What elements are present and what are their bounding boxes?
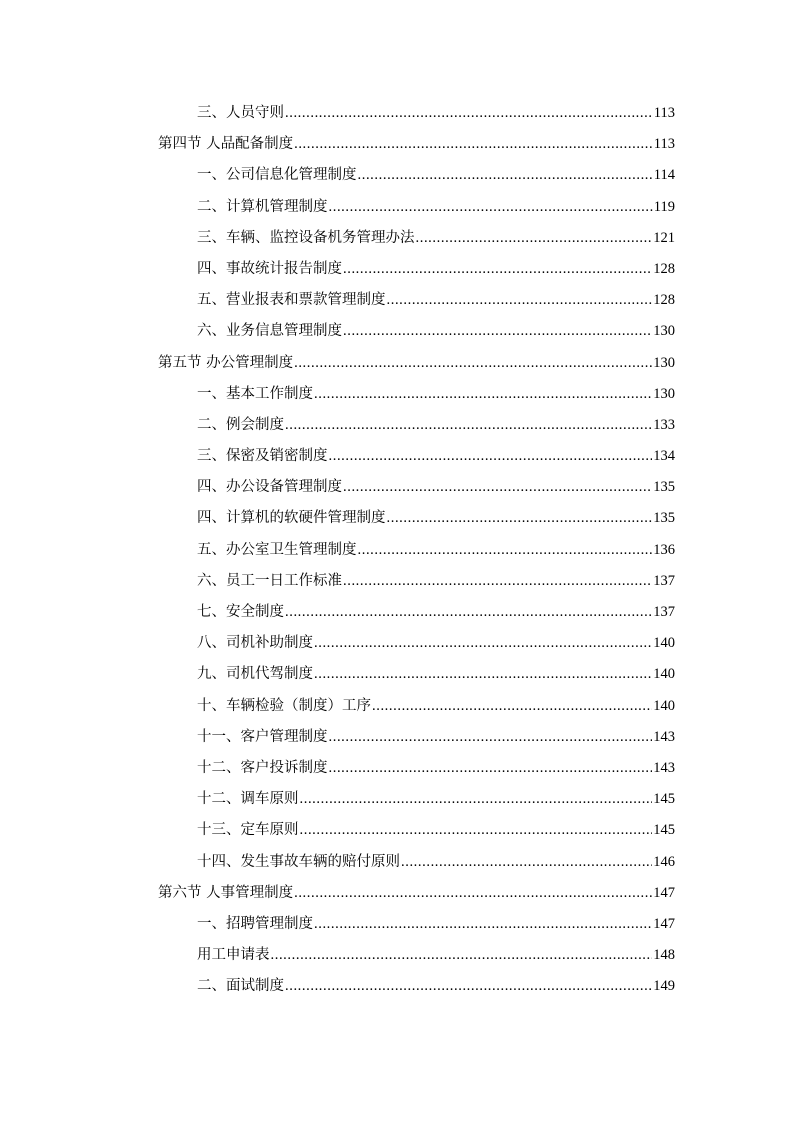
toc-entry[interactable] — [158, 223, 675, 254]
toc-entry-label: 二、例会制度 — [197, 416, 284, 433]
toc-entry[interactable] — [158, 535, 675, 566]
toc-dot-leader — [401, 847, 652, 878]
toc-entry[interactable] — [158, 503, 675, 534]
toc-entry-page-number: 128 — [653, 292, 675, 309]
toc-entry-label: 七、安全制度 — [197, 604, 284, 620]
toc-entry-page-number: 136 — [653, 541, 675, 558]
toc-entry[interactable] — [158, 160, 675, 191]
toc-dot-leader — [285, 98, 653, 129]
toc-entry[interactable] — [158, 379, 675, 410]
toc-dot-leader — [285, 410, 652, 441]
toc-entry-page-number: 133 — [653, 416, 675, 433]
toc-entry-label: 十二、客户投诉制度 — [197, 759, 328, 776]
toc-entry[interactable] — [158, 847, 675, 878]
toc-entry-label: 用工申请表 — [197, 947, 270, 964]
toc-entry[interactable] — [158, 129, 675, 160]
toc-dot-leader — [314, 909, 652, 940]
toc-entry[interactable] — [158, 192, 675, 223]
toc-entry-label: 三、人员守则 — [197, 105, 284, 121]
toc-dot-leader — [285, 971, 652, 1002]
toc-entry-label: 八、司机补助制度 — [197, 635, 313, 652]
toc-entry-page-number: 130 — [653, 385, 675, 402]
toc-dot-leader — [329, 441, 653, 472]
toc-entry-label: 三、保密及销密制度 — [197, 448, 328, 465]
toc-entry-label: 四、办公设备管理制度 — [197, 479, 342, 496]
toc-entry[interactable] — [158, 940, 675, 971]
toc-entry-page-number: 130 — [653, 354, 675, 371]
toc-entry-label: 三、车辆、监控设备机务管理办法 — [197, 229, 415, 246]
toc-dot-leader — [329, 192, 653, 223]
toc-entry-label: 六、员工一日工作标准 — [197, 572, 342, 589]
toc-dot-leader — [343, 254, 652, 285]
toc-entry-label: 十、车辆检验（制度）工序 — [197, 697, 371, 714]
toc-entry-page-number: 146 — [653, 853, 675, 870]
toc-entry-page-number: 121 — [653, 229, 675, 246]
toc-entry-label: 九、司机代驾制度 — [197, 666, 313, 683]
toc-entry-page-number: 140 — [653, 635, 675, 652]
toc-entry-page-number: 114 — [653, 167, 675, 184]
toc-entry-label: 十三、定车原则 — [197, 822, 299, 839]
toc-entry-label: 十二、调车原则 — [197, 791, 299, 808]
toc-entry-page-number: 147 — [653, 884, 675, 901]
toc-dot-leader — [294, 129, 653, 160]
toc-dot-leader — [300, 815, 653, 846]
toc-entry[interactable] — [158, 815, 675, 846]
toc-dot-leader — [314, 659, 652, 690]
toc-dot-leader — [285, 597, 652, 628]
toc-dot-leader — [416, 223, 653, 254]
toc-entry[interactable] — [158, 285, 675, 316]
toc-entry-label: 二、面试制度 — [197, 978, 284, 995]
toc-entry-page-number: 137 — [653, 604, 675, 620]
toc-dot-leader — [372, 691, 652, 722]
toc-entry[interactable] — [158, 254, 675, 285]
toc-entry-label: 四、计算机的软硬件管理制度 — [197, 510, 386, 527]
toc-dot-leader — [358, 535, 653, 566]
toc-entry-page-number: 145 — [653, 791, 675, 808]
toc-entry-page-number: 113 — [653, 105, 675, 121]
toc-dot-leader — [271, 940, 653, 971]
toc-entry-label: 五、办公室卫生管理制度 — [197, 541, 357, 558]
toc-entry-page-number: 113 — [653, 136, 675, 153]
toc-entry-page-number: 140 — [653, 666, 675, 683]
toc-entry-label: 第五节 办公管理制度 — [158, 354, 294, 371]
toc-entry[interactable] — [158, 348, 675, 379]
toc-entry-page-number: 135 — [653, 510, 675, 527]
toc-entry-page-number: 130 — [653, 323, 675, 340]
toc-entry[interactable] — [158, 98, 675, 129]
toc-entry-label: 六、业务信息管理制度 — [197, 323, 342, 340]
toc-entry-page-number: 135 — [653, 479, 675, 496]
toc-entry-label: 第四节 人品配备制度 — [158, 136, 294, 153]
toc-dot-leader — [314, 628, 652, 659]
toc-entry-page-number: 147 — [653, 915, 675, 932]
toc-dot-leader — [358, 160, 653, 191]
toc-entry-label: 十一、客户管理制度 — [197, 728, 328, 745]
toc-entry-label: 二、计算机管理制度 — [197, 198, 328, 215]
toc-entry-label: 四、事故统计报告制度 — [197, 260, 342, 277]
toc-entry-label: 十四、发生事故车辆的赔付原则 — [197, 853, 400, 870]
toc-entry[interactable] — [158, 784, 675, 815]
toc-entry-page-number: 145 — [653, 822, 675, 839]
toc-entry[interactable] — [158, 971, 675, 1002]
toc-entry-page-number: 134 — [653, 448, 675, 465]
toc-entry[interactable] — [158, 659, 675, 690]
toc-entry-label: 第六节 人事管理制度 — [158, 884, 294, 901]
toc-dot-leader — [343, 566, 652, 597]
toc-entry[interactable] — [158, 316, 675, 347]
toc-entry[interactable] — [158, 753, 675, 784]
toc-dot-leader — [387, 503, 653, 534]
toc-dot-leader — [294, 878, 652, 909]
toc-entry[interactable] — [158, 722, 675, 753]
toc-dot-leader — [329, 722, 653, 753]
toc-entry[interactable] — [158, 566, 675, 597]
toc-entry-page-number: 137 — [653, 572, 675, 589]
toc-entry-label: 五、营业报表和票款管理制度 — [197, 292, 386, 309]
toc-entry[interactable] — [158, 878, 675, 909]
toc-dot-leader — [314, 379, 652, 410]
toc-entry[interactable] — [158, 628, 675, 659]
toc-entry[interactable] — [158, 472, 675, 503]
toc-entry[interactable] — [158, 410, 675, 441]
toc-dot-leader — [294, 348, 652, 379]
toc-entry-label: 一、招聘管理制度 — [197, 915, 313, 932]
toc-entry[interactable] — [158, 691, 675, 722]
toc-dot-leader — [387, 285, 653, 316]
table-of-contents — [158, 98, 675, 1002]
toc-entry-page-number: 149 — [653, 978, 675, 995]
toc-dot-leader — [300, 784, 653, 815]
toc-entry-page-number: 140 — [653, 697, 675, 714]
toc-entry[interactable] — [158, 597, 675, 628]
toc-entry[interactable] — [158, 441, 675, 472]
toc-entry-page-number: 143 — [653, 759, 675, 776]
toc-entry-page-number: 148 — [653, 947, 675, 964]
toc-entry-page-number: 143 — [653, 728, 675, 745]
toc-dot-leader — [343, 472, 652, 503]
toc-dot-leader — [329, 753, 653, 784]
toc-entry-label: 一、公司信息化管理制度 — [197, 167, 357, 184]
toc-entry-page-number: 128 — [653, 260, 675, 277]
toc-entry-page-number: 119 — [653, 198, 675, 215]
toc-entry[interactable] — [158, 909, 675, 940]
toc-dot-leader — [343, 316, 652, 347]
toc-entry-label: 一、基本工作制度 — [197, 385, 313, 402]
